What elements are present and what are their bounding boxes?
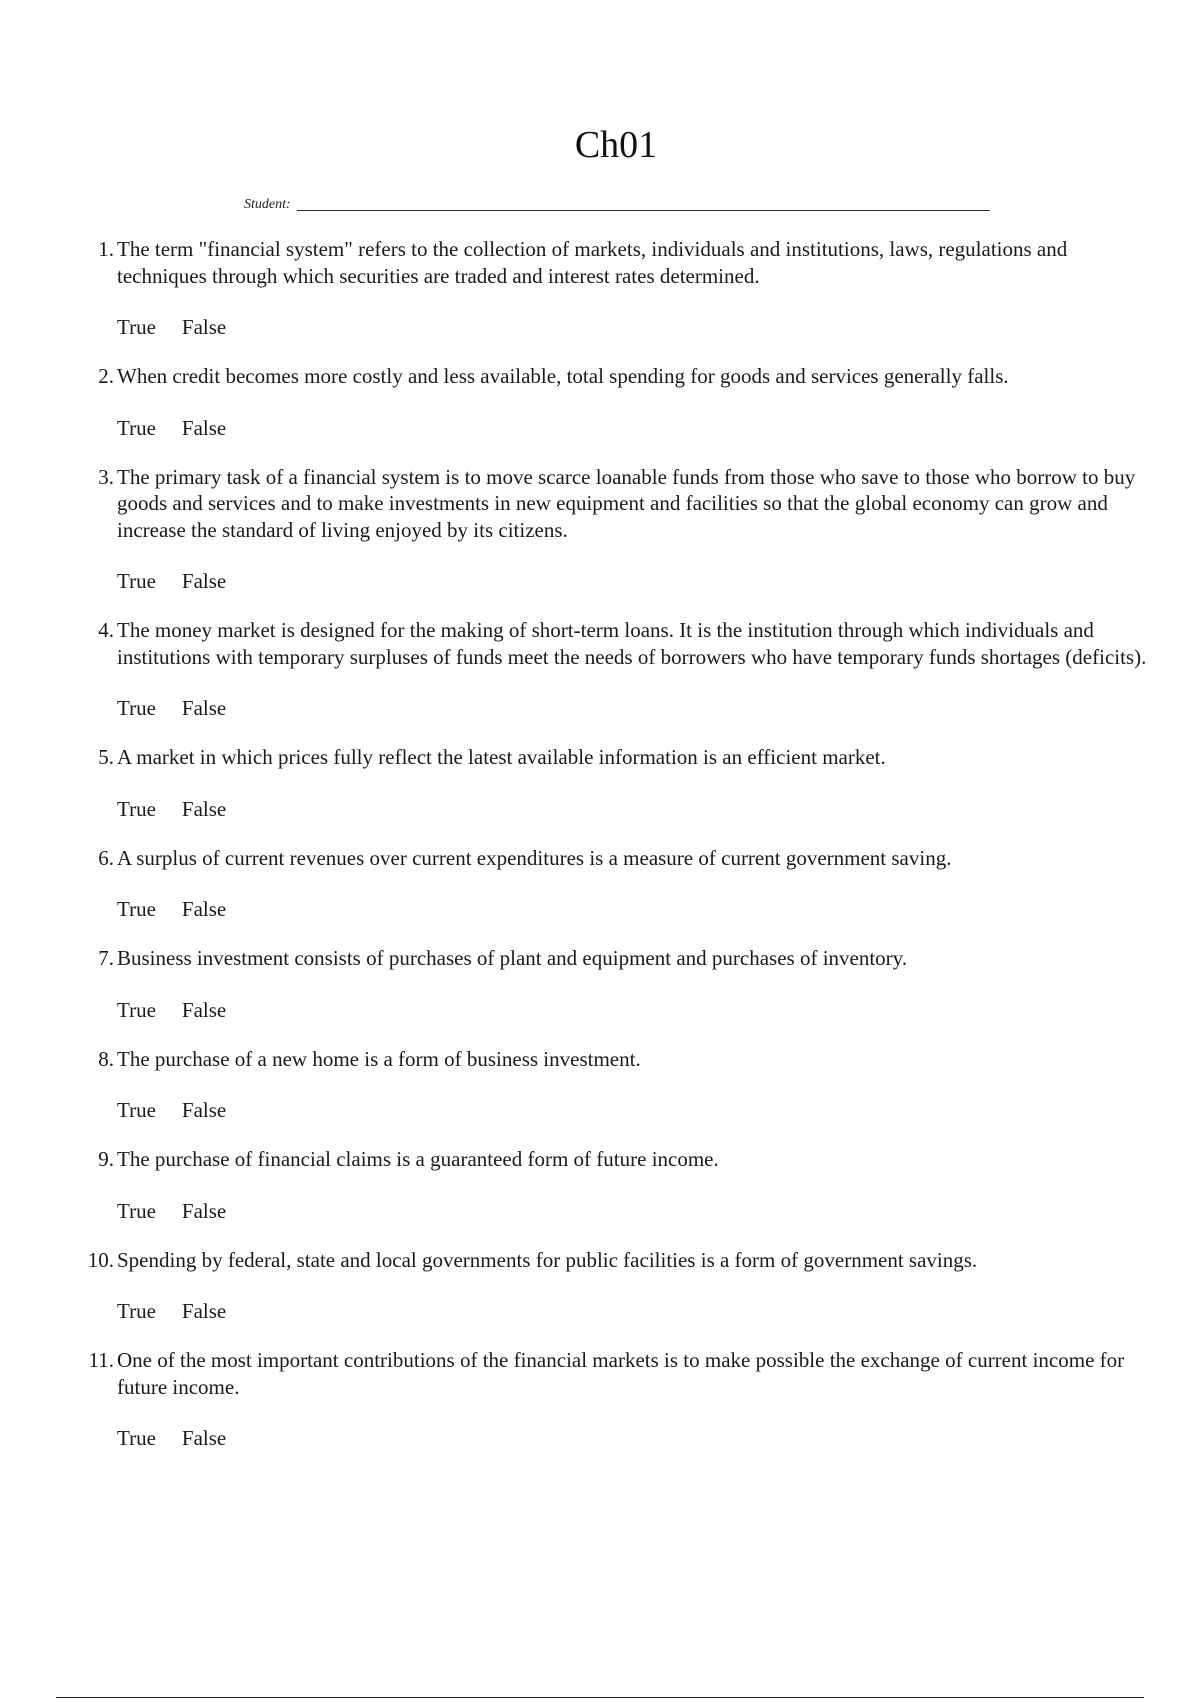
option-false: False: [181, 1426, 227, 1450]
option-true: True: [117, 997, 156, 1022]
question-number: 1.: [98, 237, 114, 261]
option-false: False: [181, 1198, 227, 1223]
option-false: False: [181, 796, 227, 821]
true-false-options: [117, 694, 1160, 722]
question-text: One of the most important contributions of the financial markets is to make possible the exchange of current income for future income.: [117, 1348, 1125, 1399]
question-number: 4.: [98, 618, 114, 642]
question-text: The purchase of financial claims is a guaranteed form of future income.: [117, 1147, 719, 1171]
page-title: Ch01: [574, 124, 658, 166]
option-false: False: [181, 315, 227, 339]
question-item: [60, 464, 1160, 596]
option-false: False: [181, 997, 227, 1022]
question-item: [60, 363, 1160, 442]
question-text: A surplus of current revenues over current expenditures is a measure of current government saving.: [117, 845, 952, 870]
option-true: True: [117, 1198, 156, 1223]
question-item: [60, 845, 1160, 924]
question-number: 7.: [98, 946, 114, 970]
true-false-options: [117, 1297, 1160, 1325]
question-text: Business investment consists of purchases of plant and equipment and purchases of inventory.: [117, 946, 908, 970]
question-item: [60, 236, 1160, 341]
true-false-options: [117, 414, 1160, 442]
question-item: [60, 617, 1160, 722]
student-name-line: [297, 196, 990, 211]
question-item: [60, 1347, 1160, 1452]
option-false: False: [181, 696, 227, 720]
option-false: False: [181, 1299, 227, 1323]
question-text: The purchase of a new home is a form of business investment.: [117, 1046, 641, 1071]
footer-rule: [56, 1697, 1144, 1698]
question-number: 8.: [98, 1046, 114, 1071]
question-text: A market in which prices fully reflect the latest available information is an efficient market.: [117, 745, 886, 769]
question-text: Spending by federal, state and local governments for public facilities is a form of government savings.: [117, 1247, 978, 1272]
question-number: 5.: [98, 745, 114, 769]
true-false-options: [117, 1096, 1160, 1124]
question-item: [60, 744, 1160, 823]
option-true: True: [117, 1098, 156, 1122]
question-number: 2.: [98, 364, 114, 388]
option-true: True: [117, 569, 156, 593]
question-item: [60, 1046, 1160, 1125]
question-number: 10.: [87, 1247, 114, 1272]
option-false: False: [181, 897, 227, 921]
option-true: True: [117, 897, 156, 921]
question-text: The term "financial system" refers to the collection of markets, individuals and institutions, laws, regulations and techniques through which securities are traded and interest rates determined.: [117, 237, 1068, 288]
question-list: [60, 236, 1160, 1474]
true-false-options: [117, 895, 1160, 923]
question-item: [60, 1247, 1160, 1326]
student-label: Student:: [244, 197, 291, 212]
question-number: 6.: [98, 845, 114, 870]
option-false: False: [181, 569, 227, 593]
question-number: 3.: [98, 464, 114, 489]
true-false-options: [117, 1424, 1160, 1452]
option-true: True: [117, 1299, 156, 1323]
student-name-row: [244, 192, 990, 214]
option-true: True: [117, 796, 156, 821]
question-item: [60, 1146, 1160, 1225]
option-true: True: [117, 415, 156, 440]
question-number: 11.: [88, 1348, 114, 1372]
true-false-options: [117, 567, 1160, 595]
option-true: True: [117, 696, 156, 720]
question-text: The money market is designed for the making of short-term loans. It is the institution through which individuals and institutions with temporary surpluses of funds meet the needs of borrowers who have temporary funds shortages (deficits).: [117, 618, 1147, 669]
question-number: 9.: [98, 1147, 114, 1171]
true-false-options: [117, 1197, 1160, 1225]
option-true: True: [117, 1426, 156, 1450]
true-false-options: [117, 996, 1160, 1024]
question-item: [60, 945, 1160, 1024]
question-text: When credit becomes more costly and less available, total spending for goods and services generally falls.: [117, 364, 1009, 388]
question-text: The primary task of a financial system is to move scarce loanable funds from those who save to those who borrow to buy goods and services and to make investments in new equipment and facilities so that the global economy can grow and increase the standard of living enjoyed by its citizens.: [117, 464, 1136, 542]
option-false: False: [181, 415, 227, 440]
true-false-options: [117, 795, 1160, 823]
option-true: True: [117, 315, 156, 339]
option-false: False: [181, 1098, 227, 1122]
true-false-options: [117, 313, 1160, 341]
